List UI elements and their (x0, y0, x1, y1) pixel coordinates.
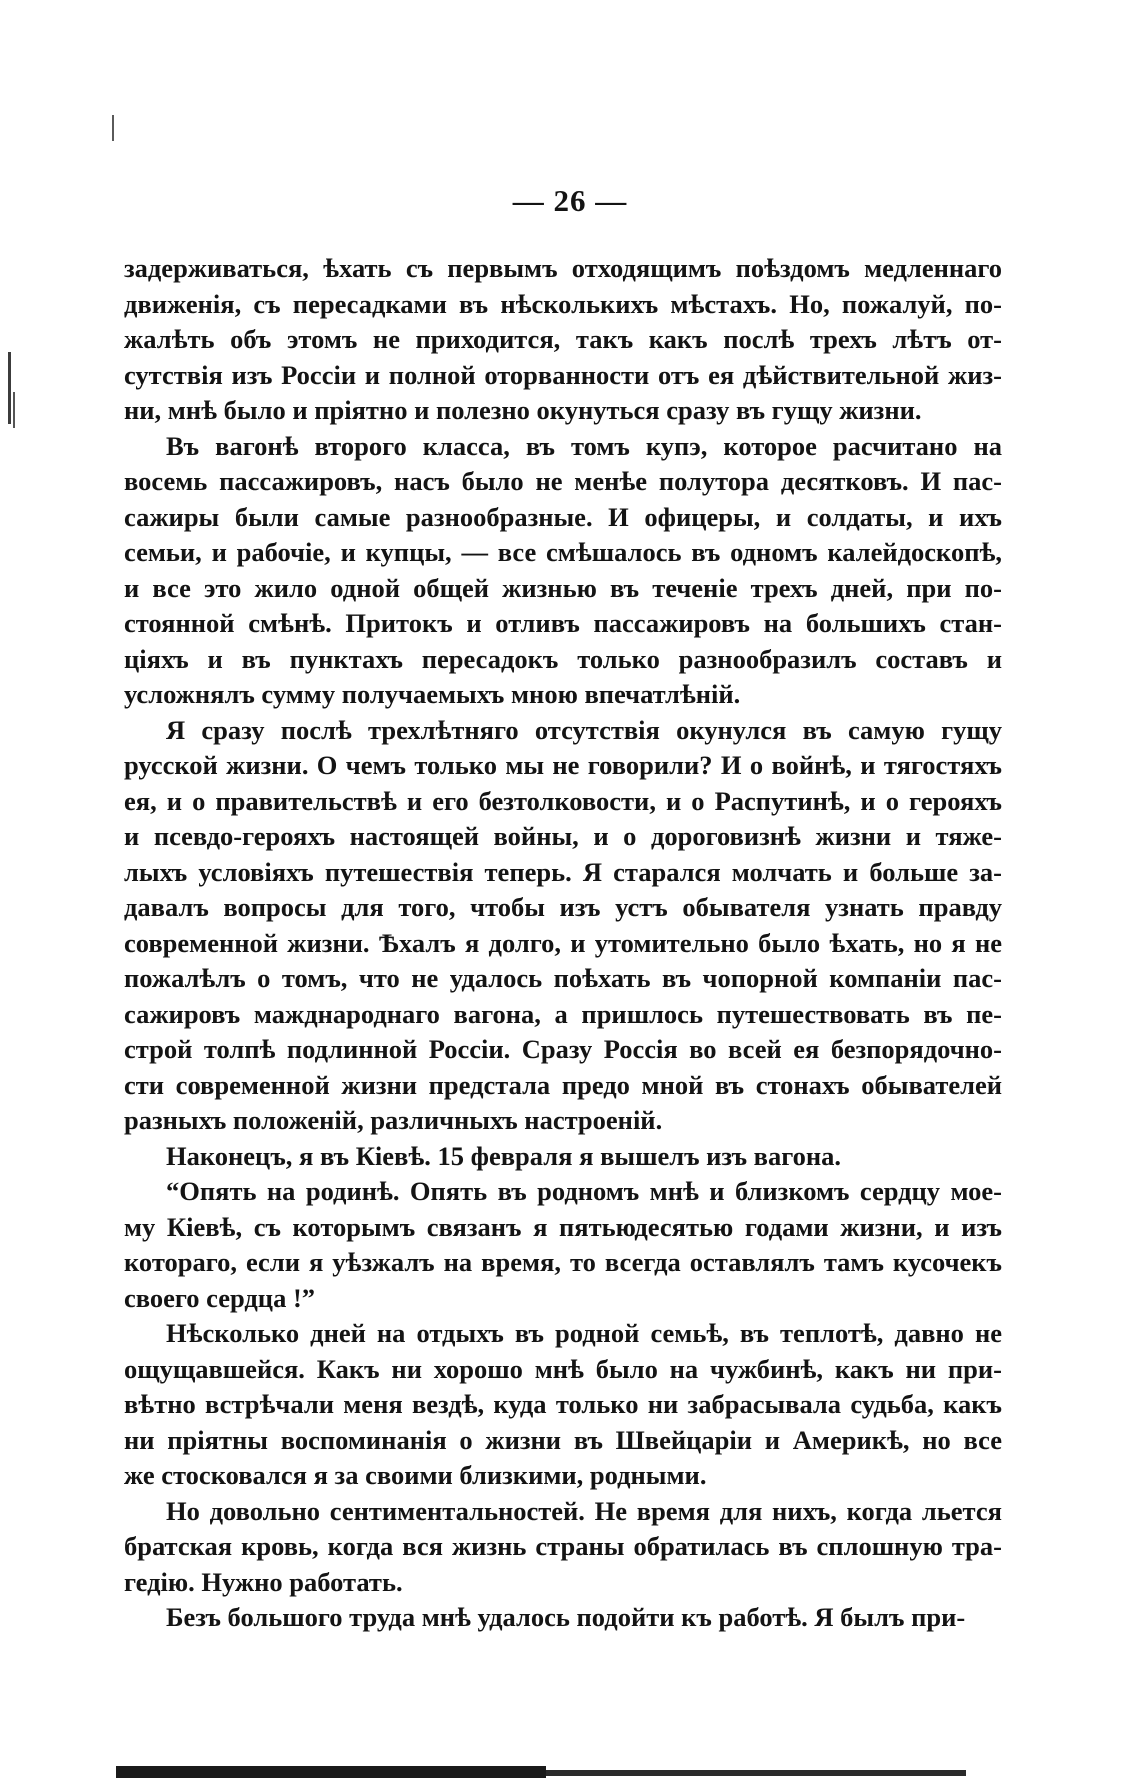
text-line: разныхъ положеній, различныхъ настроеній. (124, 1105, 663, 1135)
text-line: сажировъ мажднароднаго вагона, а пришлось путешествовать въ пе- (124, 998, 1002, 1029)
text-line: жалѣть объ этомъ не приходится, такъ какъ послѣ трехъ лѣтъ от- (124, 324, 1002, 354)
text-line: гедію. Нужно работать. (124, 1566, 403, 1597)
text-line: пожалѣлъ о томъ, что не удалось поѣхать въ чопорной компаніи пас- (124, 963, 1002, 993)
text-line: ціяхъ и въ пунктахъ пересадокъ только разнообразилъ составъ и (124, 643, 1002, 674)
text-line: семьи, и рабочіе, и купцы, — все смѣшалось въ одномъ калейдоскопѣ, (124, 537, 1002, 567)
scan-artifact-mark (8, 352, 11, 424)
text-line: сти современной жизни предстала предо мной въ стонахъ обывателей (124, 1069, 1002, 1100)
text-line: Но довольно сентиментальностей. Не время для нихъ, когда льется (166, 1495, 1002, 1526)
text-line: восемь пассажировъ, насъ было не менѣе полутора десятковъ. И пас- (124, 466, 1002, 496)
text-line: ни, мнѣ было и пріятно и полезно окунуться сразу въ гущу жизни. (124, 395, 922, 425)
text-line: давалъ вопросы для того, чтобы изъ устъ обывателя узнать правду (124, 892, 1002, 922)
text-line: и все это жило одной общей жизнью въ теченіе трехъ дней, при по- (124, 572, 1002, 603)
text-line: сажиры были самые разнообразные. И офицеры, и солдаты, и ихъ (124, 501, 1002, 532)
text-line: Нѣсколько дней на отдыхъ въ родной семьѣ, въ теплотѣ, давно не (166, 1318, 1002, 1348)
text-line: лыхъ условіяхъ путешествія теперь. Я старался молчать и больше за- (124, 856, 1002, 887)
bottom-edge-rule (546, 1770, 966, 1776)
scan-artifact-mark (112, 115, 114, 141)
text-line: Въ вагонѣ второго класса, въ томъ купэ, которое расчитано на (166, 430, 1002, 461)
text-line: своего сердца !” (124, 1282, 316, 1313)
text-line: братская кровь, когда вся жизнь страны обратилась въ сплошную тра- (124, 1531, 1002, 1561)
text-line: и псевдо-герояхъ настоящей войны, и о дороговизнѣ жизни и тяже- (124, 821, 1002, 851)
scan-artifact-mark (13, 392, 15, 428)
text-line: сутствія изъ Россіи и полной оторванности отъ ея дѣйствительной жиз- (124, 359, 1002, 390)
text-line: Наконецъ, я въ Кіевѣ. 15 февраля я вышелъ изъ вагона. (166, 1140, 842, 1171)
text-line: ни пріятны воспоминанія о жизни въ Швейцаріи и Америкѣ, но все (124, 1424, 1002, 1455)
text-line: му Кіевѣ, съ которымъ связанъ я пятьюдесятью годами жизни, и изъ (124, 1211, 1002, 1242)
text-line: строй толпѣ подлинной Россіи. Сразу Россія во всей ея безпорядочно- (124, 1034, 1002, 1064)
page-number: — 26 — (512, 183, 628, 218)
text-line: “Опять на родинѣ. Опять въ родномъ мнѣ и близкомъ сердцу мое- (166, 1176, 1002, 1206)
text-line: же стосковался я за своими близкими, родными. (124, 1460, 707, 1490)
text-line: стоянной смѣнѣ. Притокъ и отливъ пассажировъ на большихъ стан- (124, 608, 1002, 638)
text-line: русской жизни. О чемъ только мы не говорили? И о войнѣ, и тягостяхъ (124, 750, 1002, 780)
text-line: движенія, съ пересадками въ нѣсколькихъ мѣстахъ. Но, пожалуй, по- (124, 288, 1002, 319)
body-text (124, 251, 1002, 1636)
text-line: Я сразу послѣ трехлѣтняго отсутствія окунулся въ самую гущу (166, 714, 1002, 745)
text-line: усложнялъ сумму получаемыхъ мною впечатлѣній. (124, 679, 741, 709)
text-line: ощущавшейся. Какъ ни хорошо мнѣ было на чужбинѣ, какъ ни при- (124, 1353, 1002, 1384)
text-line: вѣтно встрѣчали меня вездѣ, куда только ни забрасывала судьба, какъ (124, 1389, 1002, 1419)
text-line: ея, и о правительствѣ и его безтолковости, и о Распутинѣ, и о герояхъ (124, 785, 1002, 816)
bottom-edge-rule (116, 1766, 546, 1778)
text-line: современной жизни. Ѣхалъ я долго, и утомительно было ѣхать, но я не (124, 927, 1002, 958)
text-line: Безъ большого труда мнѣ удалось подойти къ работѣ. Я былъ при- (166, 1602, 966, 1632)
text-line: котораго, если я уѣзжалъ на время, то всегда оставлялъ тамъ кусочекъ (124, 1247, 1002, 1277)
text-line: задерживаться, ѣхать съ первымъ отходящимъ поѣздомъ медленнаго (124, 253, 1002, 283)
